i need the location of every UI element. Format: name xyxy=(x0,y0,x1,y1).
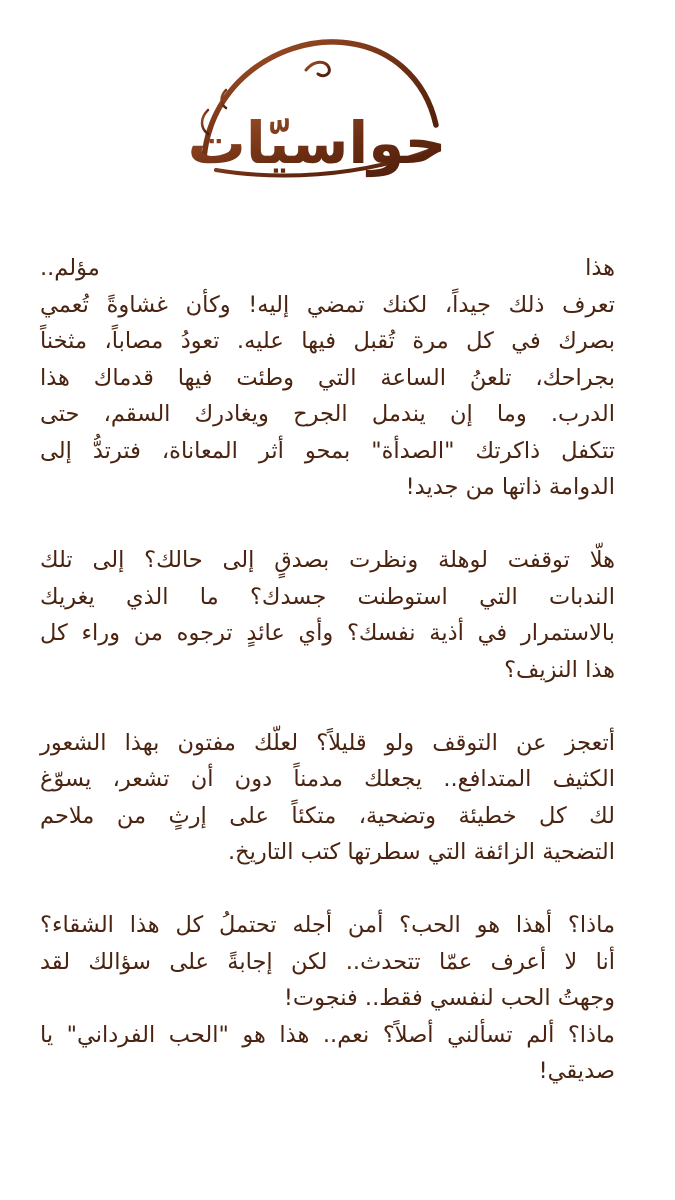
paragraph-2-line-3: بالاستمرار في أذية نفسك؟ وأي عائدٍ ترجوه من وراء كل xyxy=(40,620,615,646)
paragraph-4-line-3: وجهتُ الحب لنفسي فقط.. فنجوت! xyxy=(283,985,615,1011)
paragraph-1-line-5: الدرب. وما إن يندمل الجرح ويغادرك السقم، حتى xyxy=(40,401,615,427)
paragraph-2-line-1: هلّا توقفت لوهلة ونظرت بصدقٍ إلى حالك؟ إلى تلك xyxy=(40,547,615,573)
paragraph-2-line-4: هذا النزيف؟ xyxy=(504,656,615,683)
paragraph-1-line-2: تعرف ذلك جيداً، لكنك تمضي إليه! وكأن غشاوةً تُعمي xyxy=(40,291,615,318)
paragraph-3-line-1: أتعجز عن التوقف ولو قليلاً؟ لعلّك مفتون بهذا الشعور xyxy=(40,729,615,756)
paragraph-3-line-3: لك كل خطيئة وتضحية، متكئاً على إرثٍ من ملاحم xyxy=(40,802,615,829)
paragraph-4-line-1: ماذا؟ أهذا هو الحب؟ أمن أجله تحتملُ كل هذا الشقاء؟ xyxy=(40,912,615,938)
paragraph-2-line-2: الندبات التي استوطنت جسدك؟ ما الذي يغريك xyxy=(40,583,615,610)
logo-flourish xyxy=(306,62,329,75)
paragraph-1-line-3: بصرك في كل مرة تُقبل فيها عليه. تعودُ مصاباً، مثخناً xyxy=(40,328,615,354)
hawasiyat-logo xyxy=(186,30,448,205)
logo-calligraphy xyxy=(186,30,448,205)
paragraph-1 xyxy=(40,250,615,506)
paragraph-1-line-7: الدوامة ذاتها من جديد! xyxy=(405,474,615,500)
article-body xyxy=(40,250,615,1126)
paragraph-4-line-5: صديقي! xyxy=(538,1058,615,1084)
paragraph-1-line-4: بجراحك، تلعنُ الساعة التي وطئت فيها قدماك هذا xyxy=(40,364,615,391)
paragraph-1-line-6: تتكفل ذاكرتك "الصدأة" بمحو أثر المعاناة، فترتدُّ إلى xyxy=(40,437,615,464)
paragraph-4-line-4: ماذا؟ ألم تسألني أصلاً؟ نعم.. هذا هو "الحب الفرداني" يا xyxy=(40,1021,615,1048)
paragraph-3-line-2: الكثيف المتدافع.. يجعلك مدمناً دون أن تشعر، يسوّغ xyxy=(40,766,615,792)
paragraph-3-line-4: التضحية الزائفة التي سطرتها كتب التاريخ. xyxy=(227,839,615,865)
paragraph-3 xyxy=(40,725,615,871)
paragraph-4 xyxy=(40,907,615,1090)
paragraph-1-line-1: هذا مؤلم.. xyxy=(40,255,615,281)
logo-word: حواسيّات xyxy=(187,109,447,177)
paragraph-4-line-2: أنا لا أعرف عمّا تتحدث.. لكن إجابةً على سؤالك لقد xyxy=(40,948,615,975)
paragraph-2 xyxy=(40,542,615,688)
